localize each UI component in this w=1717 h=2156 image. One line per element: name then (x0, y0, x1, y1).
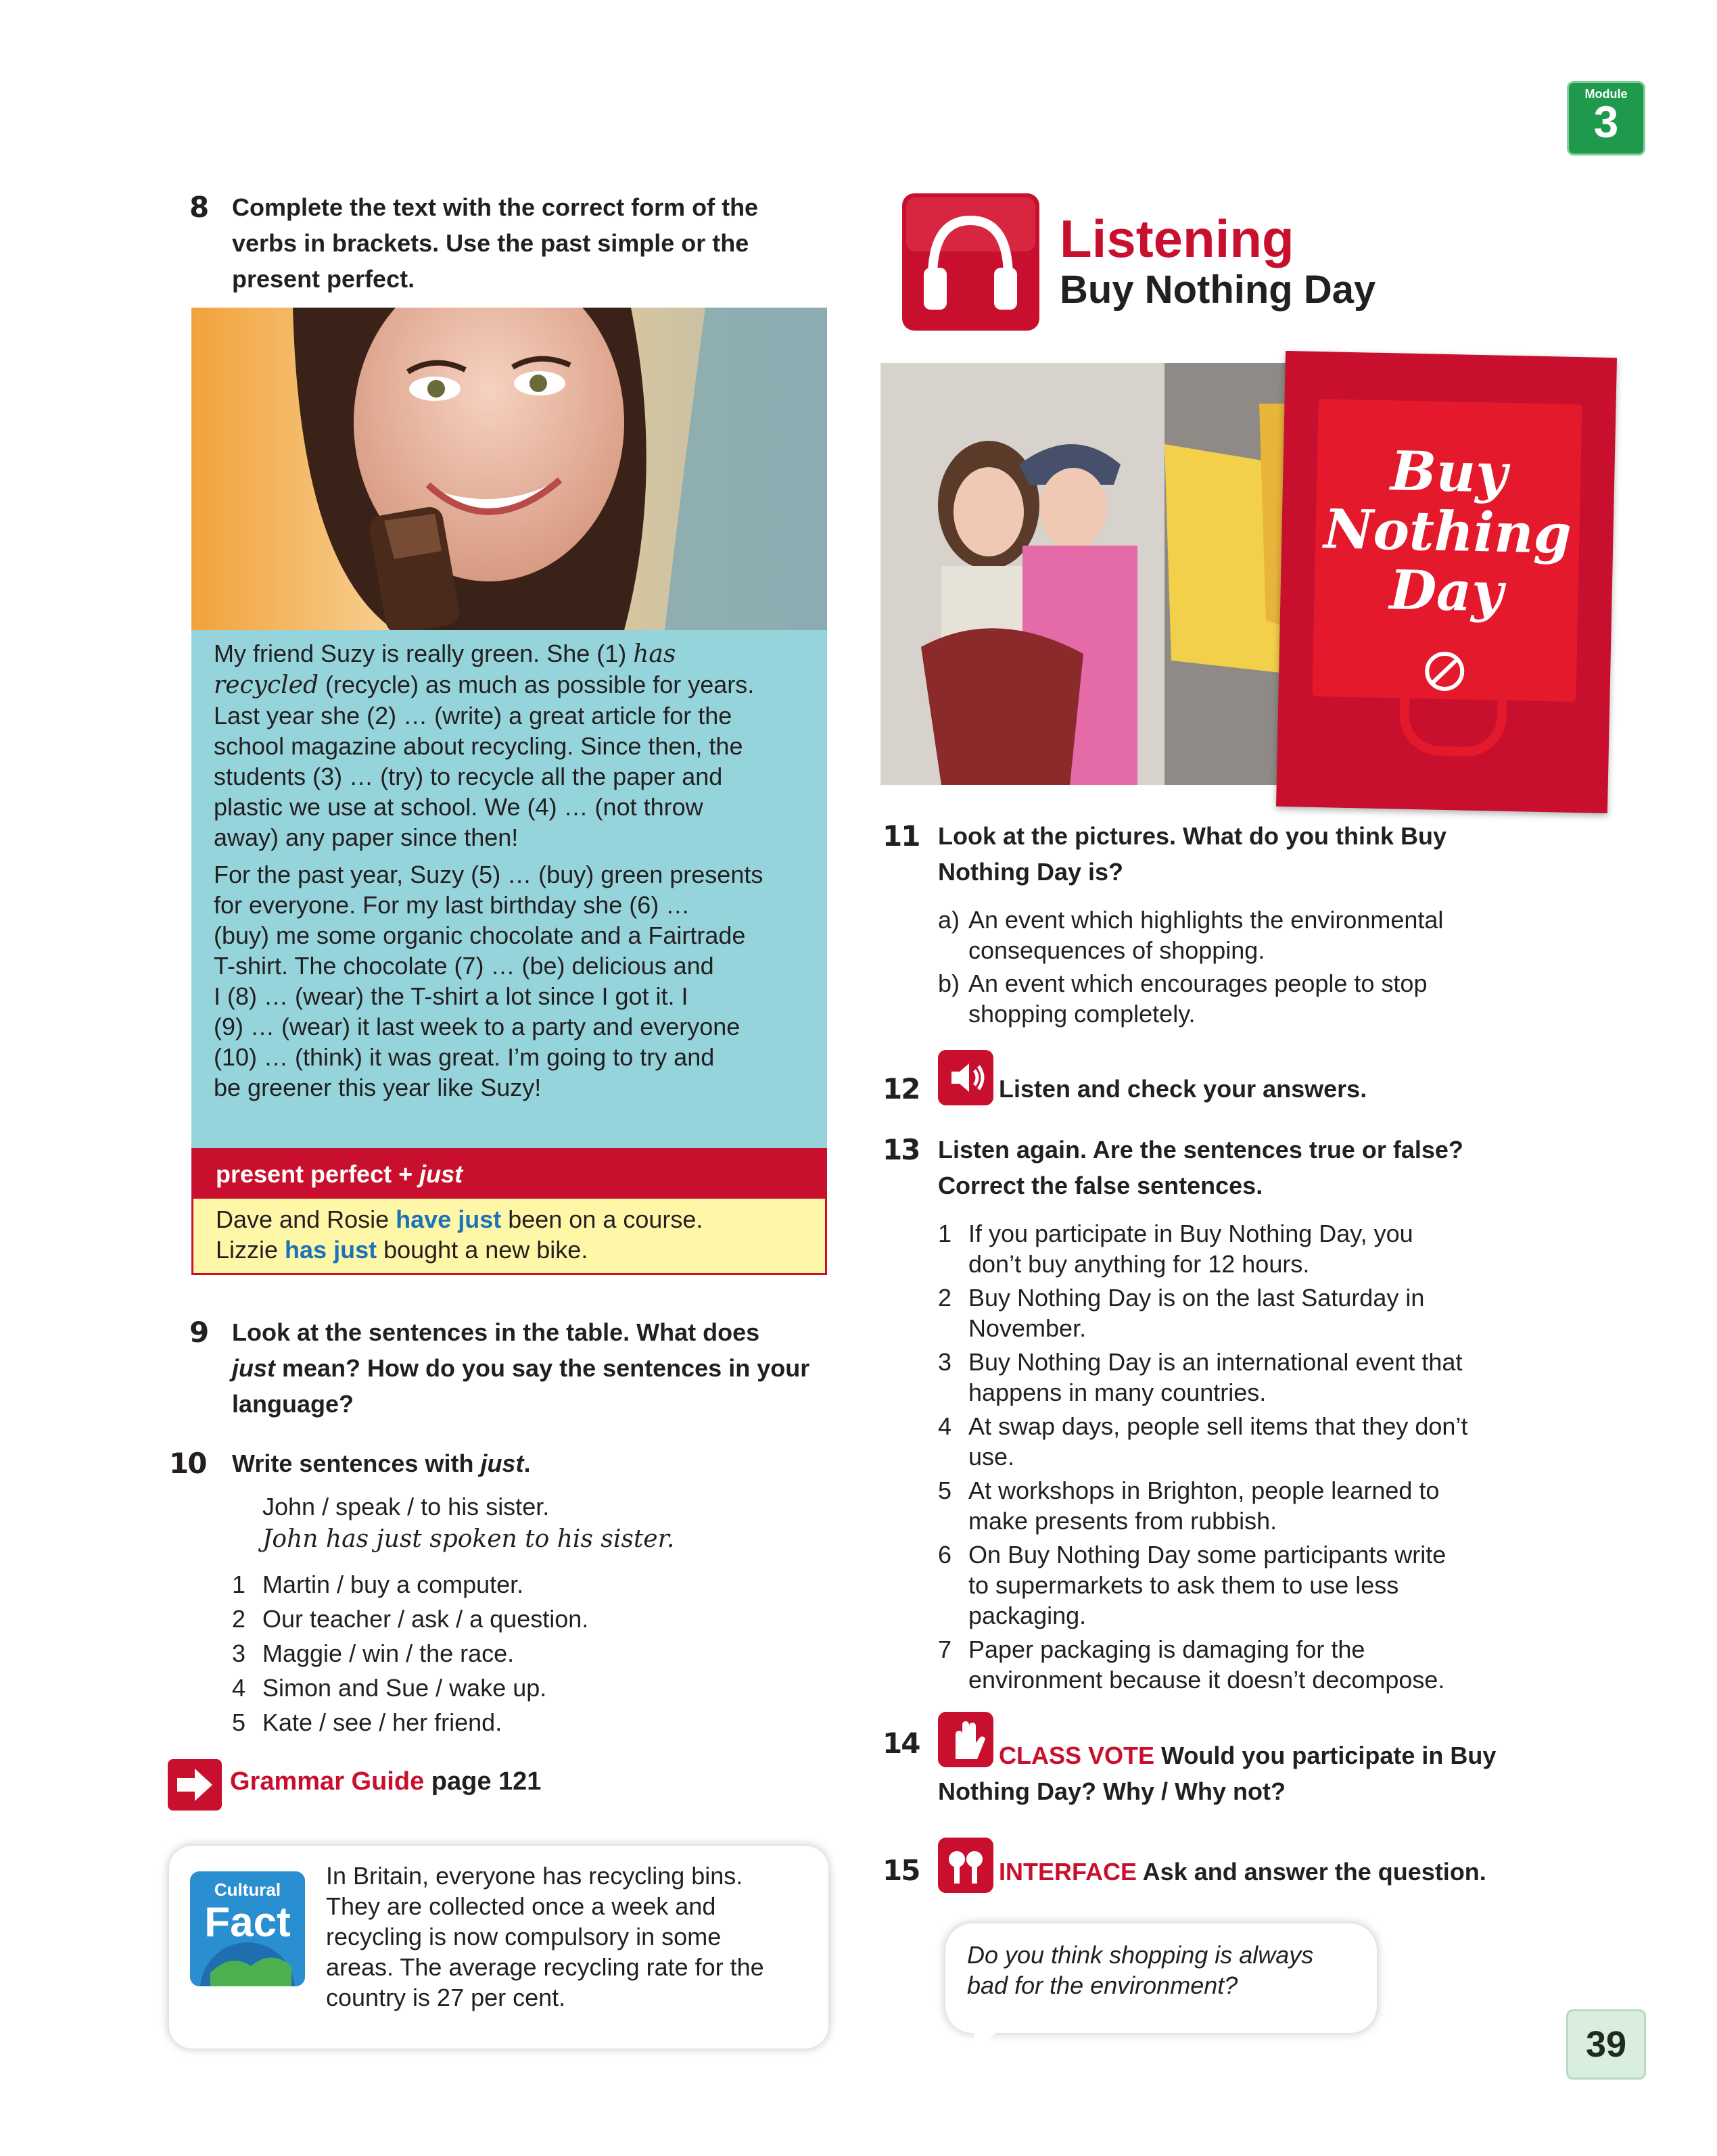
speech-bubble (945, 1923, 1377, 2033)
reading-text-panel (191, 630, 827, 1149)
handwritten-answer: recycled (214, 671, 319, 699)
exercise-8-number: 8 (189, 191, 208, 224)
list-item (938, 1475, 1547, 1536)
list-item (938, 1218, 1547, 1279)
arrow-icon (168, 1759, 222, 1811)
instruction-line: verbs in brackets. Use the past simple or the (232, 229, 749, 257)
text-line: students (3) … (try) to recycle all the paper and (214, 763, 723, 790)
item-number: 3 (938, 1348, 952, 1376)
list-item (938, 1539, 1547, 1631)
option-text: An event which encourages people to stop (968, 969, 1428, 997)
exercise-14-number: 14 (883, 1727, 920, 1760)
exercise-14-instruction (938, 1738, 1547, 1809)
exercise-15-number: 15 (883, 1854, 920, 1887)
fact-line: In Britain, everyone has recycling bins. (326, 1862, 743, 1890)
speech-bubble-tail (954, 2021, 1028, 2069)
exercise-10-instruction (232, 1445, 530, 1481)
text-run: Lizzie (216, 1236, 285, 1264)
instruction-line: Look at the sentences in the table. What does (232, 1318, 760, 1346)
text-run: Dave and Rosie (216, 1205, 396, 1233)
example-prompt: John / speak / to his sister. (262, 1493, 550, 1520)
item-text: Our teacher / ask / a question. (262, 1605, 589, 1633)
option-text: shopping completely. (968, 1000, 1196, 1028)
item-text: environment because it doesn’t decompose. (968, 1666, 1445, 1694)
grammar-box (191, 1148, 827, 1275)
text-paragraph-2 (214, 859, 800, 1103)
option-a (938, 905, 1443, 965)
item-text: Buy Nothing Day is an international event that (968, 1348, 1463, 1376)
instruction-line: Nothing Day? Why / Why not? (938, 1777, 1286, 1805)
list-item (232, 1602, 588, 1636)
exercise-13-list (938, 1218, 1547, 1695)
example-answer: John has just spoken to his sister. (262, 1525, 675, 1553)
option-text: An event which highlights the environmental (968, 906, 1444, 934)
exercise-10-list (232, 1567, 588, 1740)
handwritten-answer: has (633, 640, 676, 668)
text-line: Last year she (2) … (write) a great article for the (214, 702, 732, 729)
exercise-15-instruction (999, 1854, 1486, 1890)
cultural-label: Cultural (214, 1879, 281, 1900)
speech-bubble-question (967, 1940, 1313, 2001)
item-text: use. (968, 1443, 1015, 1470)
text-line: T-shirt. The chocolate (7) … (be) delicious and (214, 952, 714, 980)
header-text: present perfect + (216, 1160, 420, 1188)
item-text: happens in many countries. (968, 1379, 1267, 1406)
exercise-13-number: 13 (883, 1133, 920, 1166)
cultural-fact-icon (190, 1871, 305, 1986)
interface-icon (938, 1838, 993, 1893)
fact-label: Fact (204, 1899, 291, 1946)
highlight: have just (396, 1205, 502, 1233)
interface-tag: INTERFACE (999, 1858, 1137, 1886)
text-line: (9) … (wear) it last week to a party and everyone (214, 1013, 740, 1040)
poster-line: Day (1388, 558, 1504, 624)
class-vote-tag: CLASS VOTE (999, 1742, 1155, 1769)
audio-icon[interactable] (938, 1050, 993, 1105)
item-number: 5 (938, 1477, 952, 1504)
item-text: Kate / see / her friend. (262, 1708, 502, 1736)
item-text: Buy Nothing Day is on the last Saturday in (968, 1284, 1425, 1312)
text-run: . (523, 1450, 531, 1477)
item-text: Maggie / win / the race. (262, 1639, 515, 1667)
list-item (938, 1634, 1547, 1695)
text-run: My friend Suzy is really green. She (1) (214, 640, 634, 667)
italic-word: just (480, 1450, 524, 1477)
item-number: 4 (938, 1412, 952, 1440)
item-number: 1 (232, 1571, 246, 1598)
bag-handle (1399, 692, 1507, 757)
item-text: On Buy Nothing Day some participants write (968, 1541, 1446, 1568)
instruction-line: Nothing Day is? (938, 858, 1124, 886)
grammar-guide-page: page 121 (424, 1767, 542, 1796)
headphones-icon (902, 193, 1039, 331)
text-run: Ask and answer the question. (1137, 1858, 1486, 1886)
item-text: packaging. (968, 1602, 1087, 1629)
instruction-line (232, 1350, 841, 1386)
grammar-example-2 (193, 1235, 825, 1265)
text-line: (buy) me some organic chocolate and a Fairtrade (214, 921, 746, 949)
fact-line: recycling is now compulsory in some (326, 1923, 722, 1950)
option-label: b) (938, 969, 960, 997)
header-italic: just (419, 1160, 463, 1188)
list-item (232, 1705, 588, 1740)
text-line: school magazine about recycling. Since then, the (214, 732, 743, 760)
buy-nothing-day-poster (1276, 351, 1617, 813)
question-line: Do you think shopping is always (967, 1941, 1314, 1969)
item-text: Martin / buy a computer. (262, 1571, 524, 1598)
list-item (938, 1283, 1547, 1343)
text-run: bought a new bike. (377, 1236, 588, 1264)
section-subtitle: Buy Nothing Day (1060, 268, 1376, 312)
exercise-11-instruction (938, 818, 1547, 890)
item-number: 3 (232, 1639, 246, 1667)
exercise-11-number: 11 (883, 819, 920, 853)
list-item (232, 1671, 588, 1705)
instruction-line: Look at the pictures. What do you think Buy (938, 822, 1447, 850)
item-text: make presents from rubbish. (968, 1507, 1277, 1535)
fact-line: areas. The average recycling rate for the (326, 1953, 764, 1981)
instruction-line: Listen again. Are the sentences true or false? (938, 1136, 1463, 1164)
exercise-13-instruction (938, 1132, 1547, 1203)
grammar-guide-link[interactable] (230, 1767, 541, 1796)
item-text: If you participate in Buy Nothing Day, you (968, 1220, 1413, 1247)
question-line: bad for the environment? (967, 1971, 1238, 1999)
item-text: don’t buy anything for 12 hours. (968, 1250, 1310, 1278)
option-b (938, 968, 1427, 1029)
poster-line: Buy (1390, 439, 1508, 505)
text-line: I (8) … (wear) the T-shirt a lot since I got it. I (214, 982, 688, 1010)
item-number: 2 (938, 1284, 952, 1312)
instruction-line: Correct the false sentences. (938, 1172, 1263, 1199)
no-shopping-icon (1422, 648, 1467, 694)
text-line: (10) … (think) it was great. I’m going to try and (214, 1043, 715, 1071)
grammar-example-1 (193, 1204, 825, 1235)
section-title: Listening (1060, 209, 1294, 268)
shopping-girls-photo (880, 363, 1303, 785)
item-number: 1 (938, 1220, 952, 1247)
italic-word: just (232, 1354, 276, 1382)
item-text: At swap days, people sell items that they don’t (968, 1412, 1468, 1440)
text-run: been on a course. (501, 1205, 703, 1233)
text-run: Would you participate in Buy (1154, 1742, 1497, 1769)
text-line: For the past year, Suzy (5) … (buy) green presents (214, 861, 763, 888)
text-run: Write sentences with (232, 1450, 481, 1477)
instruction-line: language? (232, 1390, 354, 1418)
exercise-10-number: 10 (169, 1447, 206, 1480)
instruction-line (938, 1738, 1547, 1773)
option-line (938, 905, 1443, 935)
item-number: 4 (232, 1674, 246, 1702)
text-line: for everyone. For my last birthday she (6) … (214, 891, 690, 919)
text-line: away) any paper since then! (214, 823, 519, 851)
exercise-9-instruction (232, 1314, 841, 1422)
highlight: has just (285, 1236, 377, 1264)
grammar-box-header (193, 1150, 825, 1199)
text-line: be greener this year like Suzy! (214, 1074, 542, 1101)
text-paragraph-1 (214, 638, 800, 853)
poster-title (1314, 439, 1581, 623)
item-text: At workshops in Brighton, people learned to (968, 1477, 1440, 1504)
item-text: Paper packaging is damaging for the (968, 1635, 1365, 1663)
item-number: 5 (232, 1708, 246, 1736)
fact-line: They are collected once a week and (326, 1892, 716, 1920)
option-line (938, 968, 1427, 999)
poster-line: Nothing (1323, 497, 1572, 566)
exercise-12-instruction: Listen and check your answers. (999, 1075, 1367, 1103)
woman-eating-chocolate-photo (191, 308, 827, 630)
module-label: Module (1584, 87, 1628, 101)
item-number: 6 (938, 1541, 952, 1568)
list-item (938, 1347, 1547, 1408)
list-item (938, 1411, 1547, 1472)
module-number: 3 (1593, 97, 1619, 147)
instruction-line: present perfect. (232, 265, 415, 293)
item-text: Simon and Sue / wake up. (262, 1674, 547, 1702)
instruction-line: Complete the text with the correct form of the (232, 193, 759, 221)
page-number: 39 (1566, 2009, 1646, 2080)
fact-line: country is 27 per cent. (326, 1984, 566, 2011)
text-run: mean? How do you say the sentences in your (275, 1354, 810, 1382)
exercise-9-number: 9 (189, 1316, 208, 1349)
item-number: 2 (232, 1605, 246, 1633)
item-number: 7 (938, 1635, 952, 1663)
option-label: a) (938, 906, 960, 934)
grammar-guide-label: Grammar Guide (230, 1767, 425, 1796)
text-run: (recycle) as much as possible for years. (319, 671, 755, 698)
list-item (232, 1636, 588, 1671)
item-text: to supermarkets to ask them to use less (968, 1571, 1399, 1599)
exercise-12-number: 12 (883, 1072, 920, 1105)
list-item (232, 1567, 588, 1602)
exercise-8-instruction (232, 189, 841, 297)
module-badge (1567, 81, 1645, 155)
text-line: plastic we use at school. We (4) … (not throw (214, 793, 703, 821)
cultural-fact-text (326, 1861, 764, 2013)
option-text: consequences of shopping. (968, 936, 1265, 964)
item-text: November. (968, 1314, 1087, 1342)
